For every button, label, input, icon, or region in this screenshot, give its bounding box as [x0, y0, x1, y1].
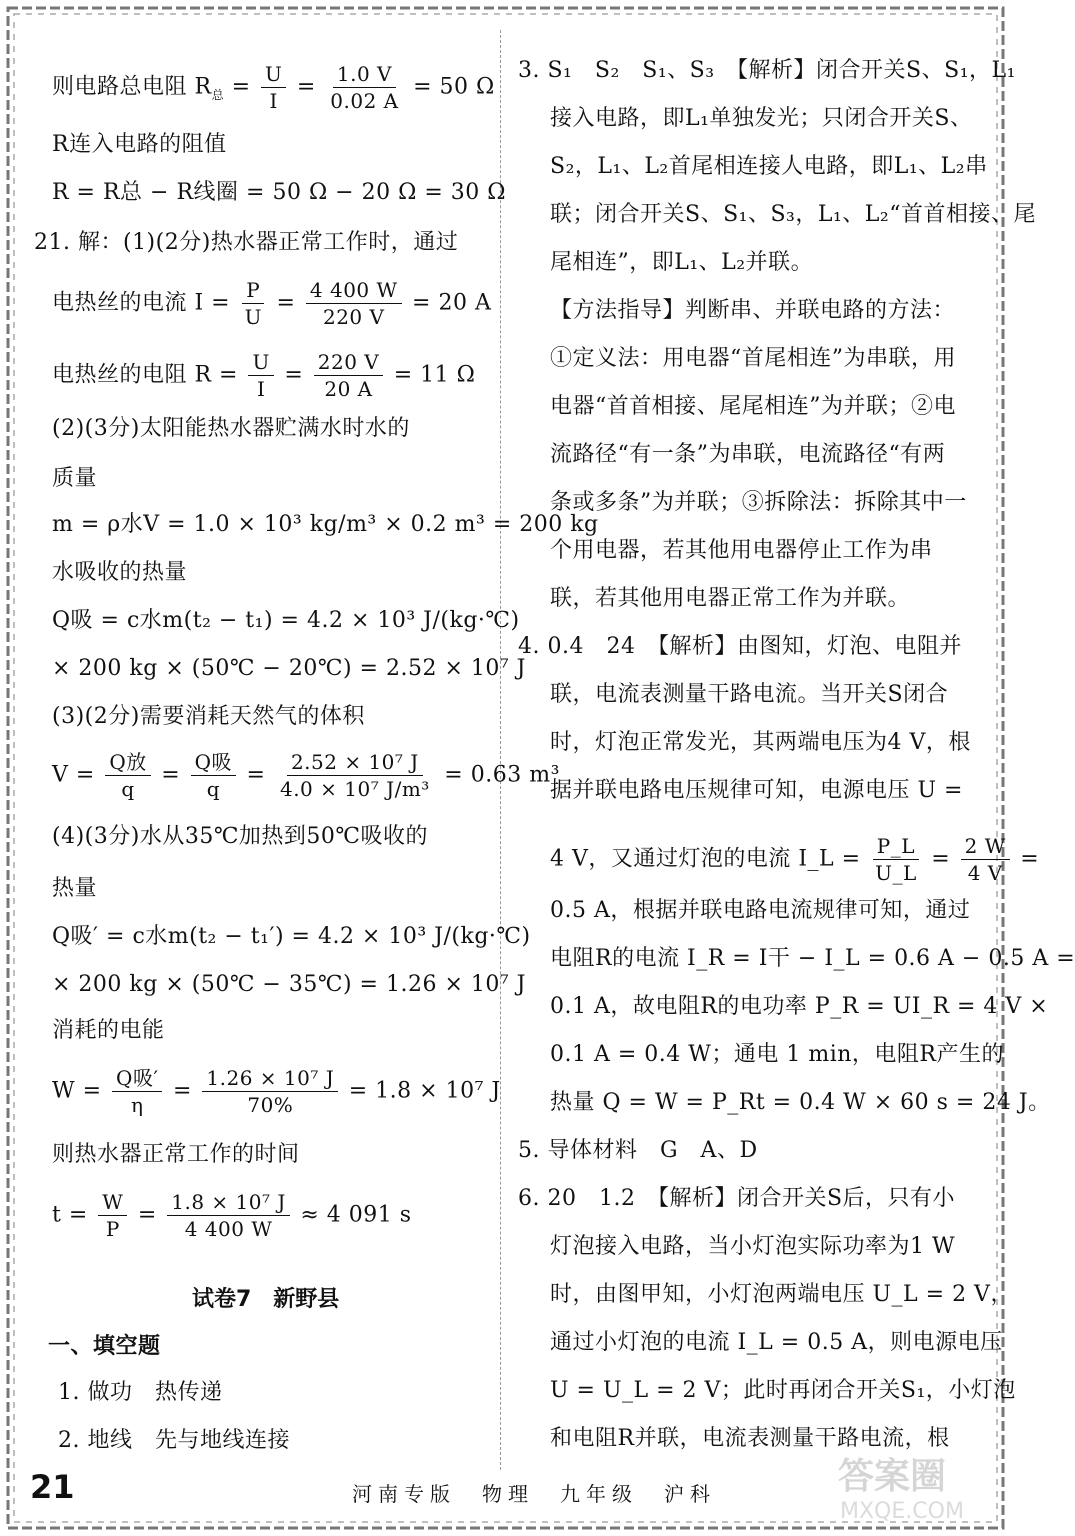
text-line: 尾相连”，即L₁、L₂并联。 [550, 250, 814, 275]
answer-5: 5. 导体材料 G A、D [518, 1138, 758, 1163]
current-formula-line: 电热丝的电流 I = $\frac{P}{U}$ = $\frac{4 400 W}{220 V}$ = 20 A [52, 278, 492, 329]
page-number: 21 [30, 1468, 75, 1506]
text-line: 接入电路，即L₁单独发光；只闭合开关S、 [550, 106, 973, 131]
text-line: 条或多条”为并联；③拆除法：拆除其中一 [550, 490, 967, 515]
lamp-current-formula-line: 4 V，又通过灯泡的电流 I_L = $\frac{P\_L}{U\_L}$ = $\frac{2 W}{4 V}$ = [550, 834, 1040, 885]
text-line: 消耗的电能 [52, 1018, 165, 1043]
text-line: R连入电路的阻值 [52, 132, 227, 157]
text-line: 0.5 A，根据并联电路电流规律可知，通过 [550, 898, 971, 923]
answer-6: 6. 20 1.2 【解析】闭合开关S后，只有小 [518, 1186, 956, 1211]
formula-line: × 200 kg × (50℃ − 20℃) = 2.52 × 10⁷ J [52, 656, 526, 681]
text-line: 流路径“有一条”为串联，电流路径“有两 [550, 442, 946, 467]
volume-formula-line: V = $\frac{\text{Q放}}{q}$ = $\frac{\text{Q吸}}{q}$ = $\frac{\text{2.52 × 10⁷ J}}{\text{4.0 × 10⁷ J/m³}}$ = 0.63 m³ [52, 750, 560, 801]
watermark-title: 答案圈 [838, 1456, 947, 1497]
text-line: 热量 Q = W = P_Rt = 0.4 W × 60 s = 24 J。 [550, 1090, 1051, 1115]
text-line: 联，电流表测量干路电流。当开关S闭合 [550, 682, 949, 707]
text-line: U = U_L = 2 V；此时再闭合开关S₁，小灯泡 [550, 1378, 1016, 1403]
text-line: 热量 [52, 876, 98, 901]
energy-formula-line: W = $\frac{\text{Q吸′}}{\eta}$ = $\frac{\text{1.26 × 10⁷ J}}{70\%}$ = 1.8 × 10⁷ J [52, 1066, 501, 1117]
text-line: ①定义法：用电器“首尾相连”为串联，用 [550, 346, 956, 371]
resistance-formula-line: 电热丝的电阻 R = $\frac{U}{I}$ = $\frac{220 V}{20 A}$ = 11 Ω [52, 350, 476, 401]
text-line: 据并联电路电压规律可知，电源电压 U = [550, 778, 963, 803]
text-line: 和电阻R并联，电流表测量干路电流，根 [550, 1426, 950, 1451]
total-resistance-line: 则电路总电阻 $R_总$ = $\frac{U}{I}$ = $\frac{1.0 V}{0.02 A}$ = 50 Ω [52, 62, 495, 113]
answer-1: 1. 做功 热传递 [58, 1380, 223, 1405]
text-line: 电器“首首相接、尾尾相连”为并联；②电 [550, 394, 956, 419]
formula-line: Q吸 = c水m(t₂ − t₁) = 4.2 × 10³ J/(kg·℃) [52, 608, 520, 633]
watermark-logo-icon [830, 1448, 1000, 1528]
time-formula-line: t = $\frac{W}{P}$ = $\frac{\text{1.8 × 10⁷ J}}{4 400 W}$ ≈ 4 091 s [52, 1190, 412, 1241]
text-line: 联，若其他用电器正常工作为并联。 [550, 586, 911, 611]
text-line: S₂，L₁、L₂首尾相连接人电路，即L₁、L₂串 [550, 154, 988, 179]
text-line: 质量 [52, 466, 98, 491]
formula-line: × 200 kg × (50℃ − 35℃) = 1.26 × 10⁷ J [52, 972, 526, 997]
answer-3: 3. S₁ S₂ S₁、S₃ 【解析】闭合开关S、S₁，L₁ [518, 58, 1016, 83]
text-line: 则热水器正常工作的时间 [52, 1142, 300, 1167]
text-line: 通过小灯泡的电流 I_L = 0.5 A，则电源电压 [550, 1330, 1003, 1355]
text-line: 水吸收的热量 [52, 560, 188, 585]
formula-line: Q吸′ = c水m(t₂ − t₁′) = 4.2 × 10³ J/(kg·℃) [52, 924, 531, 949]
method-guide-heading: 【方法指导】判断串、并联电路的方法： [550, 298, 956, 323]
answer-2: 2. 地线 先与地线连接 [58, 1428, 290, 1453]
text-line: 时，灯泡正常发光，其两端电压为4 V，根 [550, 730, 971, 755]
formula-line: m = ρ水V = 1.0 × 10³ kg/m³ × 0.2 m³ = 200 kg [52, 512, 599, 537]
text-line: (3)(2分)需要消耗天然气的体积 [52, 704, 365, 729]
section-heading: 一、填空题 [48, 1334, 161, 1359]
exam-title: 试卷7 新野县 [192, 1287, 340, 1312]
formula-line: R = R总 − R线圈 = 50 Ω − 20 Ω = 30 Ω [52, 180, 506, 205]
text-line: 个用电器，若其他用电器停止工作为串 [550, 538, 933, 563]
text-line: 联；闭合开关S、S₁、S₃，L₁、L₂“首首相接、尾 [550, 202, 1036, 227]
footer-edition-text: 河南专版 物理 九年级 沪科 [352, 1482, 716, 1506]
watermark-url: MXQE.COM [840, 1499, 964, 1524]
text-line: 0.1 A = 0.4 W；通电 1 min，电阻R产生的 [550, 1042, 1004, 1067]
text-line: 0.1 A，故电阻R的电功率 P_R = UI_R = 4 V × [550, 994, 1049, 1019]
text-line: 电阻R的电流 I_R = I干 − I_L = 0.6 A − 0.5 A = [550, 946, 1075, 971]
text-line: (2)(3分)太阳能热水器贮满水时水的 [52, 416, 410, 441]
text-line: 时，由图甲知，小灯泡两端电压 U_L = 2 V， [550, 1282, 1013, 1307]
answer-4: 4. 0.4 24 【解析】由图知，灯泡、电阻并 [518, 634, 962, 659]
text-line: 灯泡接入电路，当小灯泡实际功率为1 W [550, 1234, 956, 1259]
question-21-line: 21. 解：(1)(2分)热水器正常工作时，通过 [34, 230, 459, 255]
text-line: (4)(3分)水从35℃加热到50℃吸收的 [52, 824, 429, 849]
